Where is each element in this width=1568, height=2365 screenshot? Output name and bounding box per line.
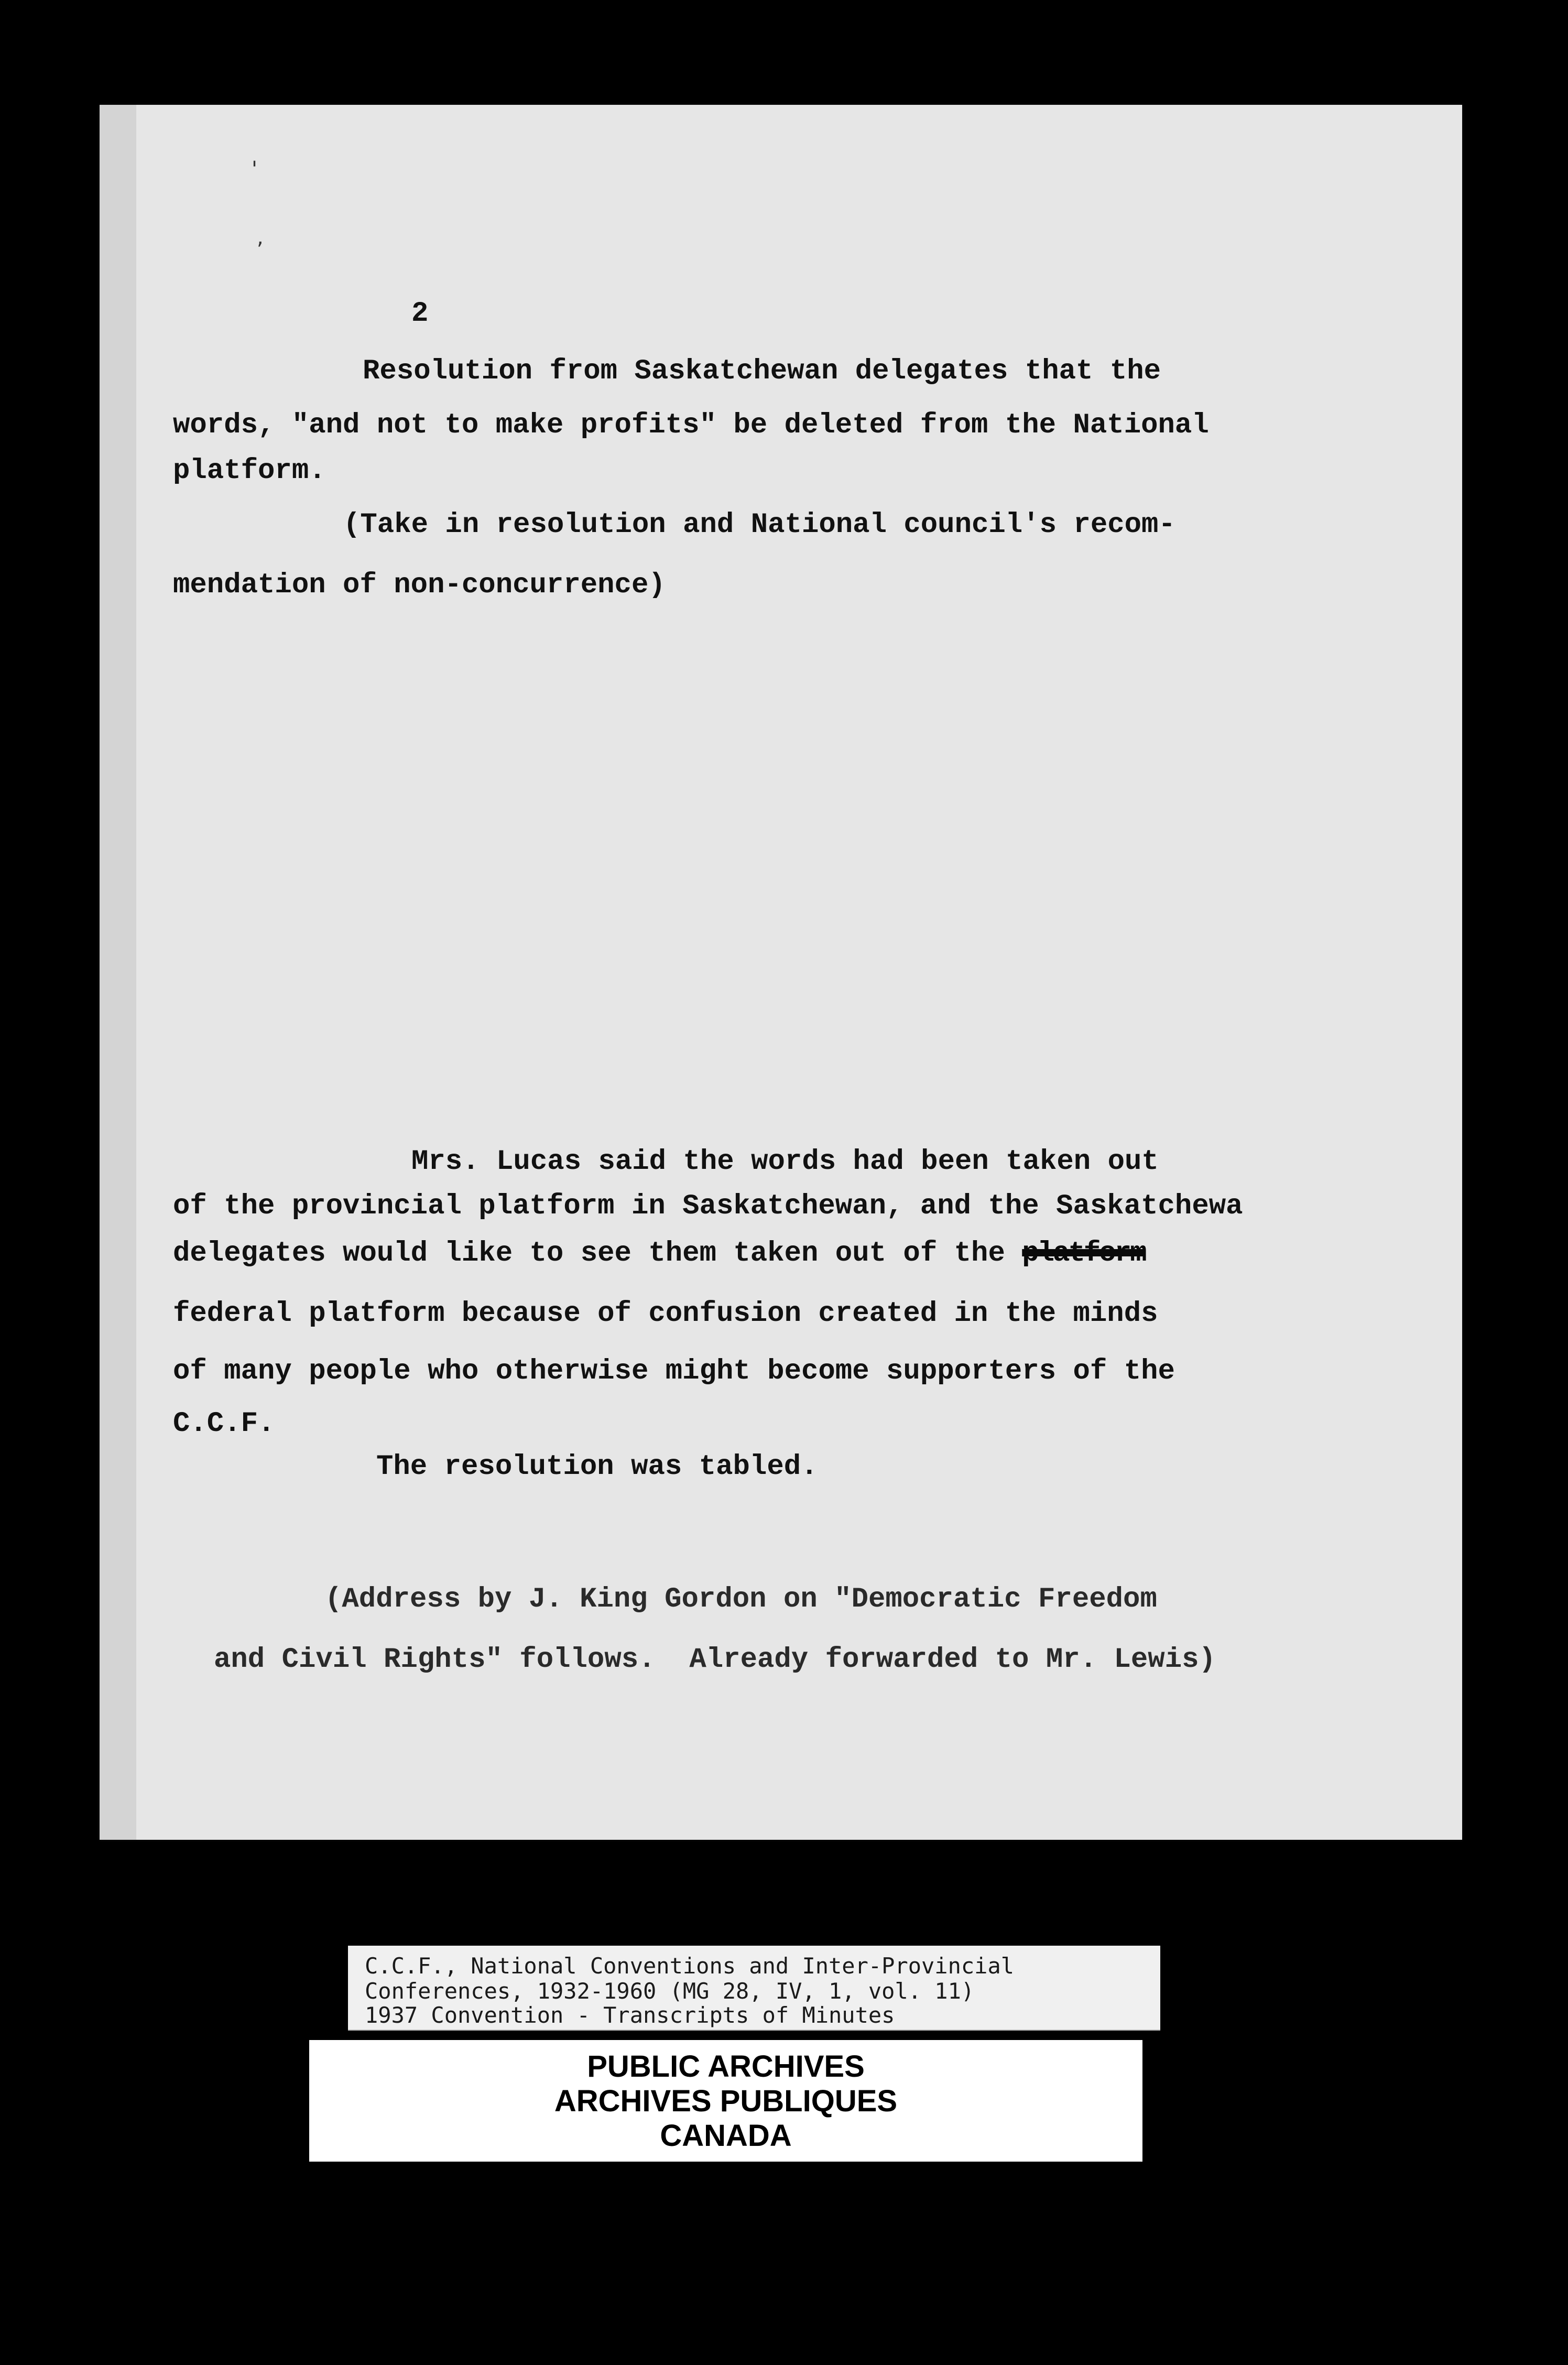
stamp-line-3: CANADA — [660, 2119, 792, 2153]
lucas-line-5: of many people who otherwise might become supporters of the — [173, 1355, 1175, 1387]
catalog-line-3: 1937 Convention - Transcripts of Minutes — [365, 2002, 895, 2028]
page-number-text: 2 — [411, 298, 429, 330]
catalog-line-2: Conferences, 1932-1960 (MG 28, IV, 1, vol. 11) — [365, 1978, 975, 2004]
lucas-line-3 — [173, 1240, 1146, 1268]
stamp-line-1: PUBLIC ARCHIVES — [587, 2049, 865, 2084]
lucas-line-2: of the provincial platform in Saskatchewan, and the Saskatchewa — [173, 1190, 1243, 1222]
resolution-line-3: platform. — [173, 455, 326, 487]
resolution-line-2: words, "and not to make profits" be deleted from the National — [173, 409, 1209, 441]
lucas-line-3-text: delegates would like to see them taken out of the — [173, 1238, 1022, 1270]
resolution-line-1: Resolution from Saskatchewan delegates that the — [363, 355, 1161, 387]
note-line-2: mendation of non-concurrence) — [173, 569, 666, 601]
stamp-line-2: ARCHIVES PUBLIQUES — [554, 2084, 898, 2118]
address-line-2: and Civil Rights" follows. Already forwarded to Mr. Lewis) — [214, 1644, 1216, 1676]
note-line-1: (Take in resolution and National council's recom- — [343, 509, 1175, 541]
address-line-1: (Address by J. King Gordon on "Democratic Freedom — [325, 1583, 1157, 1615]
lucas-line-6: C.C.F. — [173, 1408, 275, 1440]
lucas-line-1: Mrs. Lucas said the words had been taken out — [411, 1146, 1159, 1178]
struck-out-word: platform — [1022, 1238, 1146, 1270]
page-edge-shadow — [100, 105, 136, 1840]
catalog-label — [348, 1946, 1160, 2031]
catalog-line-1: C.C.F., National Conventions and Inter-Provincial — [365, 1953, 1015, 1979]
archive-stamp — [309, 2040, 1142, 2162]
lucas-line-4: federal platform because of confusion created in the minds — [173, 1298, 1158, 1330]
tabled-line: The resolution was tabled. — [376, 1451, 818, 1483]
page-number — [411, 300, 428, 328]
stray-mark: , — [257, 225, 264, 249]
stray-mark: ' — [252, 157, 257, 181]
